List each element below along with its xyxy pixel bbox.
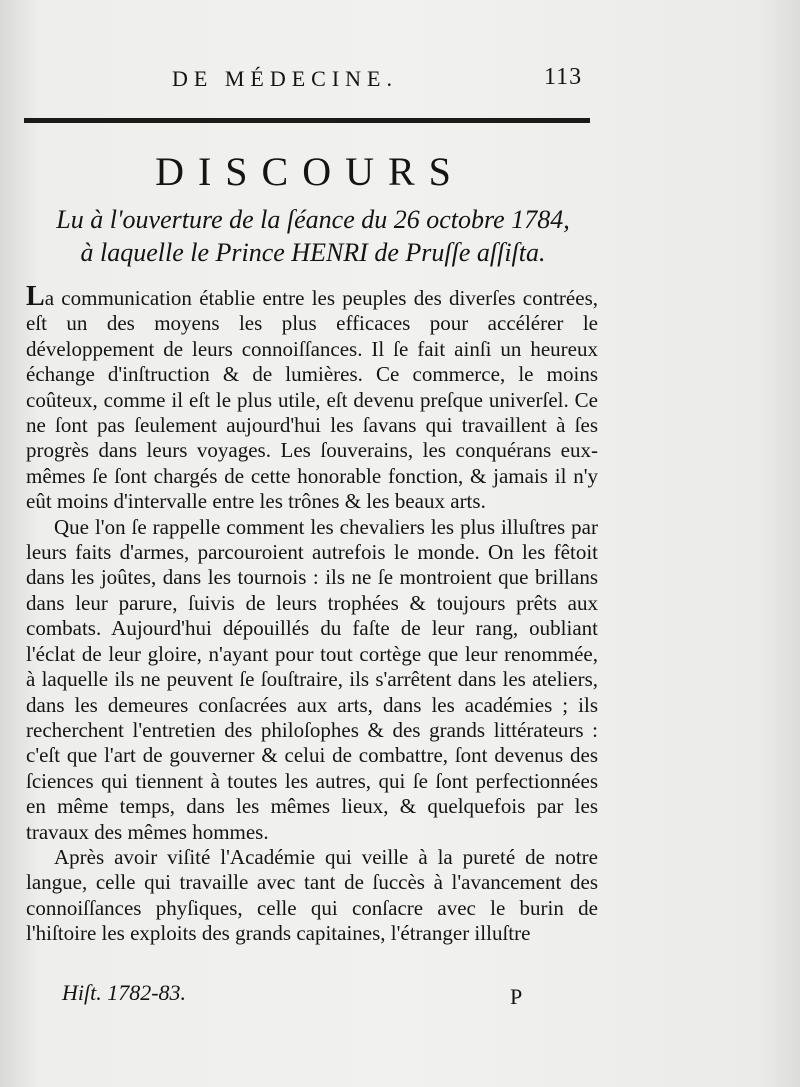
page-title: DISCOURS xyxy=(155,149,465,194)
paragraph-1-text: a communication établie entre les peuples des diverſes contrées, eſt un des moyens les plus efficaces pour accélérer le développement de leurs connoiſſances. Il ſe fait ainſi un heureux échange d'inſtruction & de lumières. Ce commerce, le moins coûteux, comme il eſt le plus utile, eſt devenu preſque univerſel. Ce ne ſont pas ſeulement aujourd'hui les ſavans qui travaillent à ſes progrès dans leurs voyages. Les ſouverains, les conquérans eux-mêmes ſe ſont chargés de cette honorable fonction, & jamais il n'y eût moins d'intervalle entre les trônes & les beaux arts. xyxy=(26,286,598,514)
paragraph-3: Après avoir viſité l'Académie qui veille à la pureté de notre langue, celle qui travaille avec tant de ſuccès à l'avancement des connoiſſances phyſiques, celle qui conſacre avec le burin de l'hiſtoire les exploits des grands capitaines, l'étranger illuſtre xyxy=(26,844,598,946)
paragraph-2: Que l'on ſe rappelle comment les chevaliers les plus illuſtres par leurs faits d'armes, parcouroient autrefois le monde. On les fêtoit dans les joûtes, dans les tournois : ils ne ſe montroient que brillans dans leur parure, ſuivis de leurs trophées & toujours prêts aux combats. Aujourd'hui dépouillés du faſte de leur rang, oubliant l'éclat de leur gloire, n'ayant pour tout cortège que leur renommée, à laquelle ils ne peuvent ſe ſouſtraire, ils s'arrêtent dans les ateliers, dans les demeures conſacrées aux arts, dans les académies ; ils recherchent l'entretien des philoſophes & des grands littérateurs : c'eſt que l'art de gouverner & celui de combattre, ſont devenus des ſciences qui tiennent à toutes les autres, qui ſe ſont perfectionnées en même temps, dans les mêmes lieux, & quelquefois par les travaux des mêmes hommes. xyxy=(26,514,598,844)
page-number: 113 xyxy=(544,64,583,90)
drop-cap: L xyxy=(26,281,45,312)
running-head: DE MÉDECINE. xyxy=(172,66,398,91)
gathering-mark: P xyxy=(510,984,523,1009)
paragraph-1 xyxy=(26,281,598,515)
subtitle-line-2: à laquelle le Prince HENRI de Pruſſe aſſiſta. xyxy=(80,238,546,267)
body-text xyxy=(26,281,598,947)
signature-mark: Hiſt. 1782-83. xyxy=(62,980,187,1005)
header-rule xyxy=(24,118,590,123)
subtitle xyxy=(28,203,598,269)
subtitle-line-1: Lu à l'ouverture de la ſéance du 26 octobre 1784, xyxy=(56,205,570,234)
